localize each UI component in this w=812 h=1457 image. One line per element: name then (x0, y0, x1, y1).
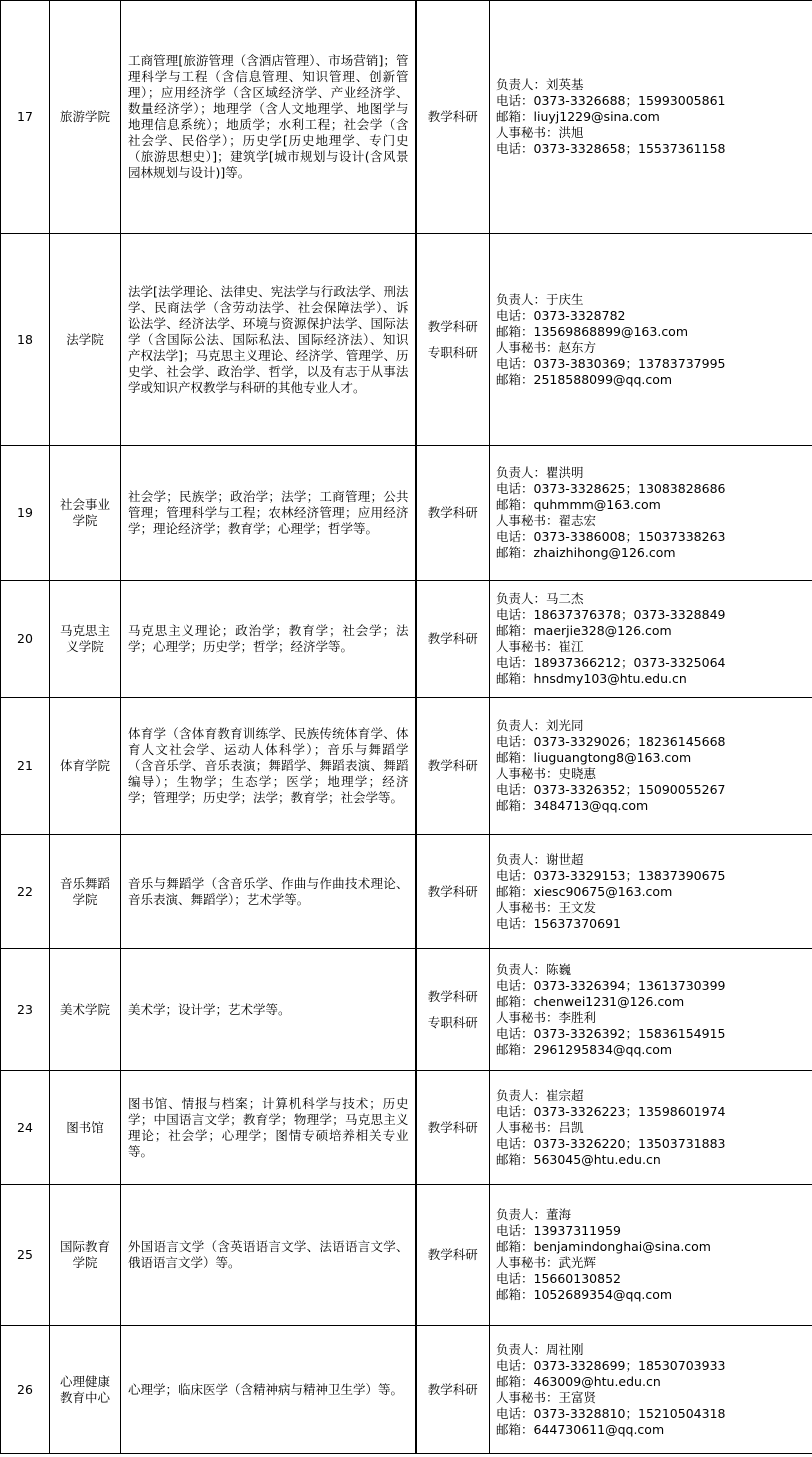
contact-line: 负责人：刘光同 (496, 718, 584, 733)
contact-line: 邮箱：quhmmm@163.com (496, 497, 661, 512)
contact-line: 电话：13937311959 (496, 1223, 621, 1238)
contact-cell (490, 446, 812, 581)
contact-line: 电话：18937366212；0373-3325064 (496, 655, 726, 670)
unit-name: 体育学院 (50, 698, 121, 835)
contact-line: 负责人：谢世超 (496, 851, 584, 867)
position-type: 教学科研 (427, 883, 478, 899)
contact-line: 邮箱：benjamindonghai@sina.com (496, 1239, 711, 1254)
position-type: 专职科研 (427, 344, 478, 360)
table-row (1, 949, 812, 1071)
contact-line: 邮箱：13569868899@163.com (496, 323, 689, 339)
position-type: 教学科研 (427, 1381, 478, 1397)
row-number: 26 (1, 1326, 50, 1454)
contact-cell (490, 1185, 812, 1326)
row-number: 18 (1, 234, 50, 446)
contact-cell (490, 581, 812, 698)
majors-cell: 图书馆、情报与档案；计算机科学与技术；历史学；中国语言文学；教育学；物理学；马克思主义理论；社会学；心理学；图情专硕培养相关专业等。 (121, 1071, 416, 1185)
contact-line: 负责人：周社刚 (496, 1341, 584, 1357)
contact-line: 电话：0373-3328782 (496, 307, 626, 323)
position-type-cell (416, 949, 490, 1071)
contact-line: 邮箱：2518588099@qq.com (496, 371, 673, 387)
contact-line: 负责人：陈巍 (496, 961, 572, 977)
majors-cell: 外国语言文学（含英语语言文学、法语语言文学、俄语语言文学）等。 (121, 1185, 416, 1326)
unit-name: 心理健康教育中心 (50, 1326, 121, 1454)
contact-line: 人事秘书：王富贤 (496, 1389, 597, 1405)
position-type: 教学科研 (427, 505, 478, 520)
contact-line: 邮箱：1052689354@qq.com (496, 1287, 673, 1302)
contact-line: 人事秘书：李胜利 (496, 1009, 597, 1025)
unit-name: 音乐舞蹈学院 (50, 835, 121, 949)
position-type-cell (416, 1071, 490, 1185)
contact-line: 负责人：于庆生 (496, 291, 584, 307)
contact-line: 邮箱：644730611@qq.com (496, 1421, 665, 1437)
contact-cell (490, 835, 812, 949)
majors-cell: 美术学；设计学；艺术学等。 (121, 949, 416, 1071)
contact-line: 邮箱：3484713@qq.com (496, 798, 649, 813)
unit-name: 旅游学院 (50, 1, 121, 234)
contact-line: 邮箱：2961295834@qq.com (496, 1041, 673, 1057)
table-row (1, 1071, 812, 1185)
table-row (1, 1326, 812, 1454)
majors-cell: 体育学（含体育教育训练学、民族传统体育学、体育人文社会学、运动人体科学）；音乐与舞蹈学（含音乐学、音乐表演；舞蹈学、舞蹈表演、舞蹈编导）；生物学；生态学；医学；地理学；经济学；管理学；历史学；法学；教育学；社会学等。 (121, 698, 416, 835)
contact-cell (490, 949, 812, 1071)
contact-line: 邮箱：xiesc90675@163.com (496, 883, 673, 899)
position-type: 教学科研 (427, 758, 478, 773)
contact-line: 负责人：刘英基 (496, 77, 584, 92)
contact-line: 电话：0373-3386008；15037338263 (496, 529, 726, 544)
majors-cell: 音乐与舞蹈学（含音乐学、作曲与作曲技术理论、音乐表演、舞蹈学）；艺术学等。 (121, 835, 416, 949)
contact-cell (490, 698, 812, 835)
contact-line: 邮箱：463009@htu.edu.cn (496, 1373, 661, 1389)
majors-cell: 法学[法学理论、法律史、宪法学与行政法学、刑法学、民商法学（含劳动法学、社会保障法学）、诉讼法学、经济法学、环境与资源保护法学、国际法学（含国际公法、国际私法、国际经济法）、知识产权法学]；马克思主义理论、经济学、管理学、历史学、社会学、政治学、哲学，以及有志于从事法学或知识产权教学与科研的其他专业人才。 (121, 234, 416, 446)
table-row (1, 234, 812, 446)
contact-line: 电话：0373-3329026；18236145668 (496, 734, 726, 749)
contact-line: 负责人：马二杰 (496, 591, 584, 606)
table-row (1, 446, 812, 581)
contact-line: 电话：0373-3326223；13598601974 (496, 1103, 726, 1119)
contact-line: 人事秘书：吕凯 (496, 1119, 584, 1135)
contact-line: 人事秘书：赵东方 (496, 339, 597, 355)
contact-line: 电话：15660130852 (496, 1271, 621, 1286)
position-type-cell (416, 446, 490, 581)
position-type-cell (416, 1326, 490, 1454)
contact-line: 电话：0373-3830369；13783737995 (496, 355, 726, 371)
row-number: 22 (1, 835, 50, 949)
table-row (1, 1185, 812, 1326)
contact-line: 人事秘书：武光辉 (496, 1255, 597, 1270)
row-number: 24 (1, 1071, 50, 1185)
unit-name: 美术学院 (50, 949, 121, 1071)
contact-line: 电话：0373-3328810；15210504318 (496, 1405, 726, 1421)
contact-cell (490, 1, 812, 234)
contact-line: 电话：0373-3326392；15836154915 (496, 1025, 726, 1041)
contact-line: 邮箱：chenwei1231@126.com (496, 993, 685, 1009)
position-type-cell (416, 835, 490, 949)
contact-line: 电话：0373-3326688；15993005861 (496, 93, 726, 108)
contact-line: 电话：15637370691 (496, 915, 621, 931)
contact-cell (490, 1326, 812, 1454)
contact-line: 人事秘书：王文发 (496, 899, 597, 915)
contact-line: 邮箱：maerjie328@126.com (496, 623, 672, 638)
contact-line: 负责人：董海 (496, 1207, 572, 1222)
contact-line: 负责人：瞿洪明 (496, 465, 584, 480)
contact-line: 电话：0373-3329153；13837390675 (496, 867, 726, 883)
contact-line: 人事秘书：崔江 (496, 639, 584, 654)
contact-line: 电话：0373-3328625；13083828686 (496, 481, 726, 496)
position-type: 教学科研 (427, 631, 478, 646)
row-number: 21 (1, 698, 50, 835)
contact-line: 邮箱：hnsdmy103@htu.edu.cn (496, 671, 687, 686)
contact-line: 电话：0373-3328658；15537361158 (496, 141, 726, 156)
contact-line: 电话：0373-3326394；13613730399 (496, 977, 726, 993)
position-type: 教学科研 (427, 1119, 478, 1135)
row-number: 19 (1, 446, 50, 581)
position-type: 教学科研 (427, 318, 478, 334)
table-body (1, 1, 812, 1454)
position-type-cell (416, 1185, 490, 1326)
contact-line: 邮箱：zhaizhihong@126.com (496, 545, 676, 560)
contact-line: 邮箱：563045@htu.edu.cn (496, 1151, 661, 1167)
unit-name: 社会事业学院 (50, 446, 121, 581)
position-type-cell (416, 1, 490, 234)
unit-name: 法学院 (50, 234, 121, 446)
contact-line: 人事秘书：翟志宏 (496, 513, 597, 528)
position-type: 教学科研 (427, 109, 478, 124)
position-type: 教学科研 (427, 1247, 478, 1262)
row-number: 25 (1, 1185, 50, 1326)
contact-cell (490, 1071, 812, 1185)
contact-line: 邮箱：liuyj1229@sina.com (496, 109, 660, 124)
contact-line: 负责人：崔宗超 (496, 1087, 584, 1103)
contact-line: 邮箱：liuguangtong8@163.com (496, 750, 692, 765)
unit-name: 图书馆 (50, 1071, 121, 1185)
contact-line: 电话：18637376378；0373-3328849 (496, 607, 726, 622)
majors-cell: 工商管理[旅游管理（含酒店管理）、市场营销]；管理科学与工程（含信息管理、知识管理、创新管理）；应用经济学（含区域经济学、产业经济学、数量经济学）；地理学（含人文地理学、地图学与地理信息系统）；地质学；水利工程；社会学（含社会学、民俗学）；历史学[历史地理学、专门史（旅游思想史）]；建筑学[城市规划与设计(含风景园林规划与设计)]等。 (121, 1, 416, 234)
position-type: 专职科研 (427, 1014, 478, 1030)
row-number: 17 (1, 1, 50, 234)
majors-cell: 社会学；民族学；政治学；法学；工商管理；公共管理；管理科学与工程；农林经济管理；应用经济学；理论经济学；教育学；心理学；哲学等。 (121, 446, 416, 581)
contact-line: 人事秘书：洪旭 (496, 125, 584, 140)
row-number: 23 (1, 949, 50, 1071)
table-row (1, 698, 812, 835)
contact-line: 人事秘书：史晓惠 (496, 766, 597, 781)
majors-cell: 心理学；临床医学（含精神病与精神卫生学）等。 (121, 1326, 416, 1454)
row-number: 20 (1, 581, 50, 698)
position-type-cell (416, 581, 490, 698)
position-type-cell (416, 698, 490, 835)
contact-line: 电话：0373-3326220；13503731883 (496, 1135, 726, 1151)
contact-line: 电话：0373-3326352；15090055267 (496, 782, 726, 797)
position-type: 教学科研 (427, 988, 478, 1004)
contact-cell (490, 234, 812, 446)
table-row (1, 835, 812, 949)
table-row (1, 581, 812, 698)
position-type-cell (416, 234, 490, 446)
unit-name: 国际教育学院 (50, 1185, 121, 1326)
majors-cell: 马克思主义理论；政治学；教育学；社会学；法学；心理学；历史学；哲学；经济学等。 (121, 581, 416, 698)
unit-name: 马克思主义学院 (50, 581, 121, 698)
table-row (1, 1, 812, 234)
contact-line: 电话：0373-3328699；18530703933 (496, 1357, 726, 1373)
